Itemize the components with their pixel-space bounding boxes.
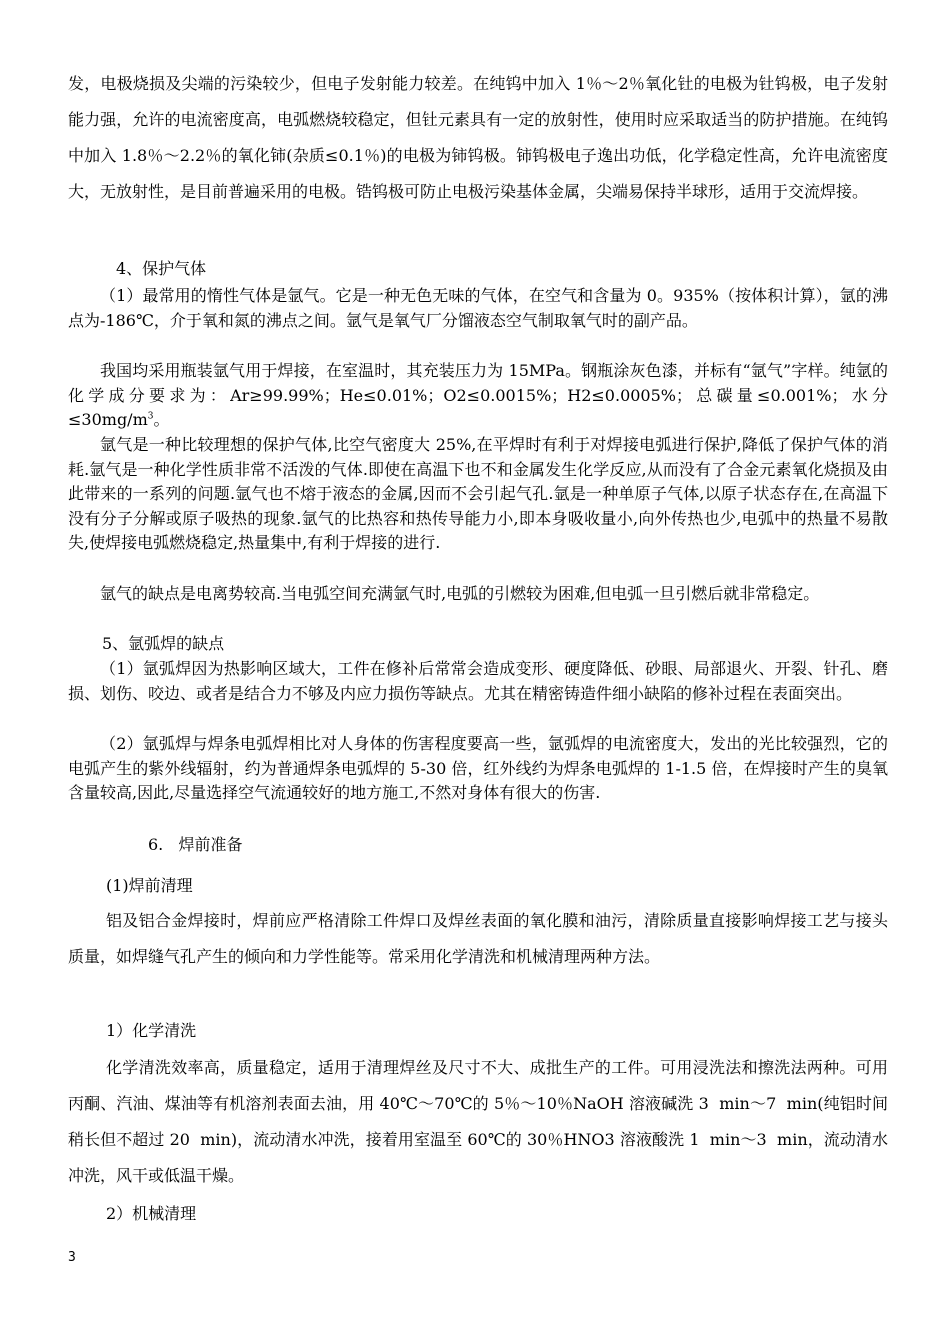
defects-paragraph-1 bbox=[68, 657, 888, 706]
subheading-mechanical-cleaning bbox=[68, 1196, 888, 1232]
argon-paragraph-2 bbox=[68, 359, 888, 433]
paragraph-text: （1）最常用的惰性气体是氩气。它是一种无色无味的气体，在空气和含量为 0。935%（按体积计算），氩的沸点为-186℃，介于氧和氮的沸点之间。氩气是氧气厂分馏液态空气制取氧气时的副产品。 bbox=[68, 286, 888, 330]
paragraph-text-end: 。 bbox=[153, 410, 170, 430]
heading-text: 5、氩弧焊的缺点 bbox=[102, 634, 225, 653]
paragraph-text: 铝及铝合金焊接时，焊前应严格清除工件焊口及焊丝表面的氧化膜和油污，清除质量直接影响焊接工艺与接头质量，如焊缝气孔产生的倾向和力学性能等。常采用化学清洗和机械清理两种方法。 bbox=[68, 911, 888, 966]
heading-text: (1)焊前清理 bbox=[106, 876, 193, 895]
cleaning-paragraph bbox=[68, 903, 888, 975]
paragraph-text: 发，电极烧损及尖端的污染较少，但电子发射能力较差。在纯钨中加入 1％～2％氧化钍的电极为钍钨极，电子发射能力强，允许的电流密度高，电弧燃烧较稳定，但钍元素具有一定的放射性，使用时应采取适当的防护措施。在纯钨中加入 1.8％～2.2％的氧化铈(杂质≤0.1％)的电极为铈钨极。铈钨极电子逸出功低，化学稳定性高，允许电流密度大，无放射性，是目前普遍采用的电极。锆钨极可防止电极污染基体金属，尖端易保持半球形，适用于交流焊接。 bbox=[68, 74, 888, 201]
defects-paragraph-2 bbox=[68, 732, 888, 806]
superscript-3: 3 bbox=[147, 411, 154, 422]
section-heading-preparation bbox=[68, 833, 888, 857]
chemical-cleaning-paragraph bbox=[68, 1050, 888, 1194]
heading-text: 4、保护气体 bbox=[116, 259, 207, 278]
argon-paragraph-4 bbox=[68, 582, 888, 607]
paragraph-text: （1）氩弧焊因为热影响区域大，工件在修补后常常会造成变形、硬度降低、砂眼、局部退火、开裂、针孔、磨损、划伤、咬边、或者是结合力不够及内应力损伤等缺点。尤其在精密铸造件细小缺陷的修补过程在表面突出。 bbox=[68, 659, 888, 703]
heading-text: 6. 焊前准备 bbox=[148, 835, 243, 854]
argon-paragraph-1 bbox=[68, 284, 888, 333]
paragraph-text: 化学清洗效率高，质量稳定，适用于清理焊丝及尺寸不大、成批生产的工件。可用浸洗法和擦洗法两种。可用丙酮、汽油、煤油等有机溶剂表面去油，用 40℃～70℃的 5％～10％NaOH 溶液碱洗 3 min～7 min(纯铝时间稍长但不超过 20 min)，流动清水冲洗，接着用室温至 60℃的 30％HNO3 溶液酸洗 1 min～3 min，流动清水冲洗，风干或低温干燥。 bbox=[68, 1058, 888, 1185]
section-heading-shielding-gas bbox=[68, 257, 888, 281]
paragraph-text: 氩气的缺点是电离势较高.当电弧空间充满氩气时,电弧的引燃较为困难,但电弧一旦引燃后就非常稳定。 bbox=[100, 584, 820, 603]
paragraph-text bbox=[68, 359, 888, 433]
tungsten-electrode-paragraph bbox=[68, 66, 888, 210]
subheading-cleaning bbox=[68, 868, 888, 904]
heading-text: 2）机械清理 bbox=[106, 1204, 197, 1223]
page-number: 3 bbox=[68, 1250, 76, 1265]
section-heading-defects bbox=[68, 632, 888, 656]
argon-paragraph-3 bbox=[68, 433, 888, 556]
paragraph-text: （2）氩弧焊与焊条电弧焊相比对人身体的伤害程度要高一些，氩弧焊的电流密度大，发出的光比较强烈，它的电弧产生的紫外线辐射，约为普通焊条电弧焊的 5-30 倍，红外线约为焊条电弧焊的 1-1.5 倍，在焊接时产生的臭氧含量较高,因此,尽量选择空气流通较好的地方施工,不然对身体有很大的伤害. bbox=[68, 734, 888, 803]
paragraph-text: 氩气是一种比较理想的保护气体,比空气密度大 25%,在平焊时有利于对焊接电弧进行保护,降低了保护气体的消耗.氩气是一种化学性质非常不活泼的气体.即使在高温下也不和金属发生化学反应,从而没有了合金元素氧化烧损及由此带来的一系列的问题.氩气也不熔于液态的金属,因而不会引起气孔.氩是一种单原子气体,以原子状态存在,在高温下没有分子分解或原子吸热的现象.氩气的比热容和热传导能力小,即本身吸收量小,向外传热也少,电弧中的热量不易散失,使焊接电弧燃烧稳定,热量集中,有利于焊接的进行. bbox=[68, 435, 888, 553]
subheading-chemical-cleaning bbox=[68, 1013, 888, 1049]
paragraph-text-main: 我国均采用瓶装氩气用于焊接，在室温时，其充装压力为 15MPa。钢瓶涂灰色漆，并标有“氩气”字样。纯氩的化学成分要求为：Ar≥99.99%；He≤0.01%；O2≤0.0015%；H2≤0.0005%；总碳量≤0.001%；水分≤30mg/m bbox=[68, 361, 888, 430]
heading-text: 1）化学清洗 bbox=[106, 1021, 197, 1040]
